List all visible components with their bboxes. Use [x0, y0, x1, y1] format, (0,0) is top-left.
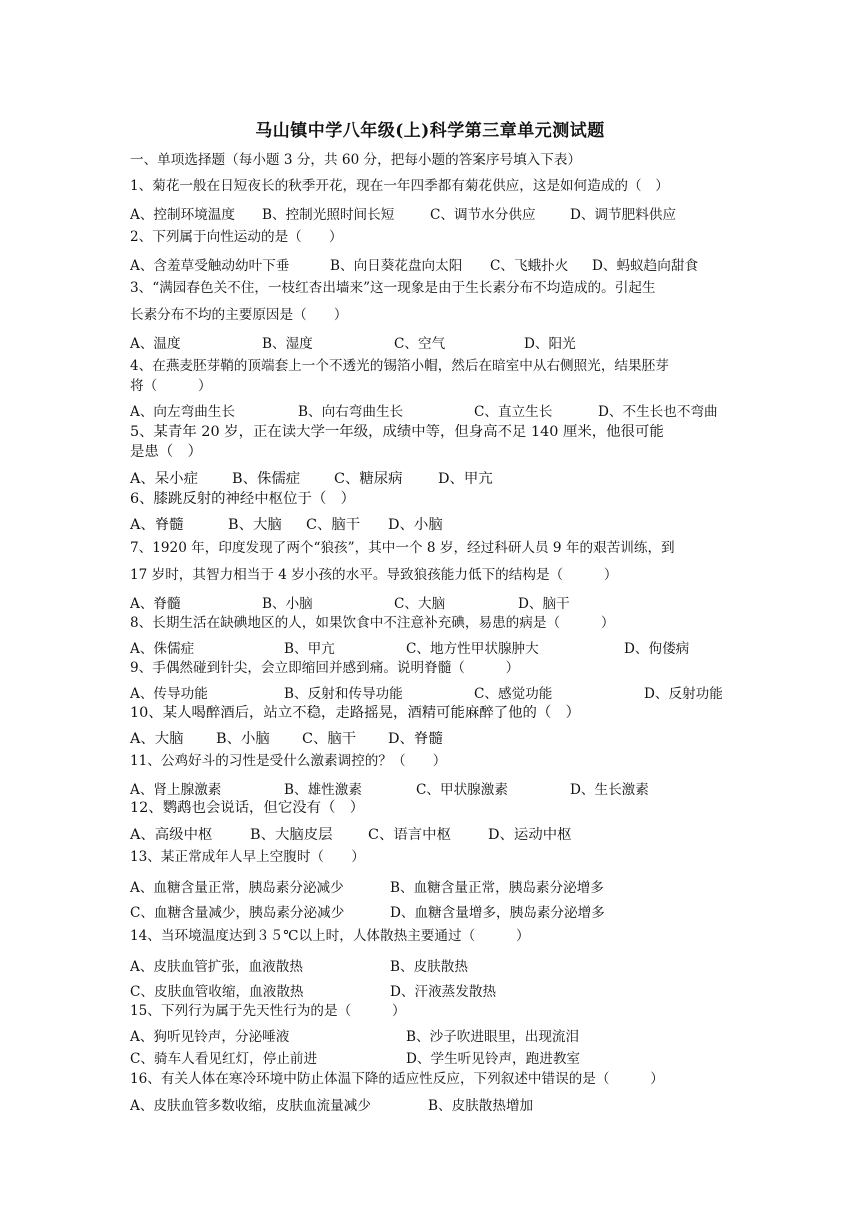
- option-b: B、血糖含量正常，胰岛素分泌增多: [390, 880, 604, 896]
- option-c: C、调节水分供应: [430, 207, 536, 223]
- question-14-stem: 14、当环境温度达到３５℃以上时，人体散热主要通过（ ）: [130, 928, 530, 944]
- question-1-options: [130, 203, 740, 221]
- question-5-stem: 5、某青年 20 岁，正在读大学一年级，成绩中等，但身高不足 140 厘米，他很可能: [130, 424, 664, 440]
- question-15-options-ab: [130, 1025, 740, 1043]
- option-b: B、大脑皮层: [250, 827, 333, 843]
- option-c: C、脑干: [302, 731, 357, 747]
- question-8-options: [130, 637, 740, 655]
- option-a: A、侏儒症: [130, 641, 195, 657]
- option-d: D、生长激素: [570, 782, 649, 798]
- question-3-stem-cont: 长素分布不均的主要原因是（ ）: [130, 307, 348, 323]
- option-a: A、呆小症: [130, 471, 198, 487]
- option-b: B、甲亢: [284, 641, 335, 657]
- option-c: C、感觉功能: [474, 686, 553, 702]
- question-10-options: [130, 727, 740, 745]
- option-b: B、向日葵花盘向太阳: [330, 258, 463, 274]
- question-4-stem-cont: 将（ ）: [130, 378, 212, 394]
- question-16-stem: 16、有关人体在寒冷环境中防止体温下降的适应性反应，下列叙述中错误的是（ ）: [130, 1071, 664, 1087]
- question-15-options-cd: [130, 1047, 740, 1065]
- question-12-options: [130, 823, 740, 841]
- option-c: C、糖尿病: [334, 471, 403, 487]
- option-a: A、向左弯曲生长: [130, 404, 235, 420]
- question-15-stem: 15、下列行为属于先天性行为的是（ ）: [130, 1003, 406, 1019]
- option-c: C、语言中枢: [368, 827, 451, 843]
- option-b: B、沙子吹进眼里，出现流泪: [406, 1029, 580, 1045]
- question-13-stem: 13、某正常成年人早上空腹时（ ）: [130, 849, 365, 865]
- option-c: C、地方性甲状腺肿大: [406, 641, 539, 657]
- option-a: A、皮肤血管多数收缩，皮肤血流量减少: [130, 1098, 371, 1114]
- option-a: A、温度: [130, 336, 181, 352]
- option-d: D、不生长也不弯曲: [598, 404, 718, 420]
- question-9-stem: 9、手偶然碰到针尖，会立即缩回并感到痛。说明脊髓（ ）: [130, 660, 520, 676]
- option-a: A、肾上腺激素: [130, 782, 222, 798]
- question-16-options: [130, 1094, 740, 1112]
- option-d: D、反射功能: [644, 686, 723, 702]
- question-11-stem: 11、公鸡好斗的习性是受什么激素调控的？（ ）: [130, 753, 447, 769]
- question-4-stem: 4、在燕麦胚芽鞘的顶端套上一个不透光的锡箔小帽，然后在暗室中从右侧照光，结果胚芽: [130, 358, 669, 374]
- option-c: C、骑车人看见红灯，停止前进: [130, 1051, 318, 1067]
- option-d: D、佝偻病: [624, 641, 690, 657]
- option-a: A、脊髓: [130, 596, 181, 612]
- option-b: B、反射和传导功能: [284, 686, 403, 702]
- option-d: D、汗液蒸发散热: [390, 984, 497, 1000]
- question-10-stem: 10、某人喝醉酒后，站立不稳，走路摇晃，酒精可能麻醉了他的（ ）: [130, 705, 581, 721]
- option-d: D、小脑: [388, 517, 443, 533]
- option-b: B、皮肤散热增加: [428, 1098, 534, 1114]
- option-c: C、飞蛾扑火: [490, 258, 569, 274]
- question-9-options: [130, 682, 740, 700]
- option-b: B、湿度: [262, 336, 313, 352]
- option-a: A、控制环境温度: [130, 207, 235, 223]
- question-13-options-cd: [130, 901, 740, 919]
- option-a: A、传导功能: [130, 686, 208, 702]
- question-4-options: [130, 400, 740, 418]
- question-5-stem-cont: 是患（ ）: [130, 444, 202, 460]
- option-c: C、血糖含量减少，胰岛素分泌减少: [130, 905, 345, 921]
- option-c: C、皮肤血管收缩，血液散热: [130, 984, 304, 1000]
- section-heading: 一、单项选择题（每小题 3 分，共 60 分，把每小题的答案序号填入下表）: [130, 152, 582, 168]
- question-5-options: [130, 467, 740, 485]
- option-c: C、空气: [394, 336, 446, 352]
- option-d: D、调节肥料供应: [570, 207, 677, 223]
- question-7-stem-cont: 17 岁时，其智力相当于 4 岁小孩的水平。导致狼孩能力低下的结构是（ ）: [130, 567, 618, 583]
- option-a: A、脊髓: [130, 517, 184, 533]
- question-13-options-ab: [130, 876, 740, 894]
- option-c: C、直立生长: [474, 404, 553, 420]
- option-a: A、大脑: [130, 731, 184, 747]
- option-d: D、蚂蚁趋向甜食: [592, 258, 699, 274]
- option-b: B、侏儒症: [232, 471, 301, 487]
- option-c: C、甲状腺激素: [416, 782, 508, 798]
- option-b: B、小脑: [262, 596, 313, 612]
- question-7-options: [130, 592, 740, 610]
- page-title: 马山镇中学八年级(上)科学第三章单元测试题: [255, 121, 605, 141]
- option-a: A、狗听见铃声，分泌唾液: [130, 1029, 290, 1045]
- option-b: B、皮肤散热: [390, 959, 468, 975]
- question-3-options: [130, 332, 740, 350]
- question-2-options: [130, 254, 740, 272]
- option-c: C、大脑: [394, 596, 446, 612]
- question-8-stem: 8、长期生活在缺碘地区的人，如果饮食中不注意补充碘，易患的病是（ ）: [130, 615, 615, 631]
- option-a: A、皮肤血管扩张，血液散热: [130, 959, 303, 975]
- option-a: A、含羞草受触动幼叶下垂: [130, 258, 290, 274]
- option-d: D、学生听见铃声，跑进教室: [406, 1051, 581, 1067]
- option-b: B、大脑: [228, 517, 282, 533]
- question-6-stem: 6、膝跳反射的神经中枢位于（ ）: [130, 491, 356, 507]
- option-b: B、雄性激素: [284, 782, 362, 798]
- option-b: B、向右弯曲生长: [298, 404, 404, 420]
- question-2-stem: 2、下列属于向性运动的是（ ）: [130, 229, 343, 245]
- option-d: D、血糖含量增多，胰岛素分泌增多: [390, 905, 605, 921]
- option-d: D、甲亢: [438, 471, 493, 487]
- question-14-options-cd: [130, 980, 740, 998]
- option-a: A、血糖含量正常，胰岛素分泌减少: [130, 880, 344, 896]
- option-b: B、控制光照时间长短: [262, 207, 395, 223]
- question-3-stem: 3、“满园春色关不住，一枝红杏出墙来”这一现象是由于生长素分布不均造成的。引起生: [130, 280, 656, 296]
- option-d: D、脑干: [518, 596, 570, 612]
- option-d: D、阳光: [524, 336, 576, 352]
- question-12-stem: 12、鹦鹉也会说话，但它没有（ ）: [130, 800, 365, 816]
- option-d: D、脊髓: [388, 731, 443, 747]
- question-14-options-ab: [130, 955, 740, 973]
- option-b: B、小脑: [216, 731, 270, 747]
- question-1-stem: 1、菊花一般在日短夜长的秋季开花，现在一年四季都有菊花供应，这是如何造成的（ ）: [130, 178, 669, 194]
- question-11-options: [130, 778, 740, 796]
- question-6-options: [130, 513, 740, 531]
- option-a: A、高级中枢: [130, 827, 213, 843]
- question-7-stem: 7、1920 年，印度发现了两个“狼孩”，其中一个 8 岁，经过科研人员 9 年的艰苦训练，到: [130, 540, 675, 556]
- option-d: D、运动中枢: [488, 827, 572, 843]
- option-c: C、脑干: [306, 517, 361, 533]
